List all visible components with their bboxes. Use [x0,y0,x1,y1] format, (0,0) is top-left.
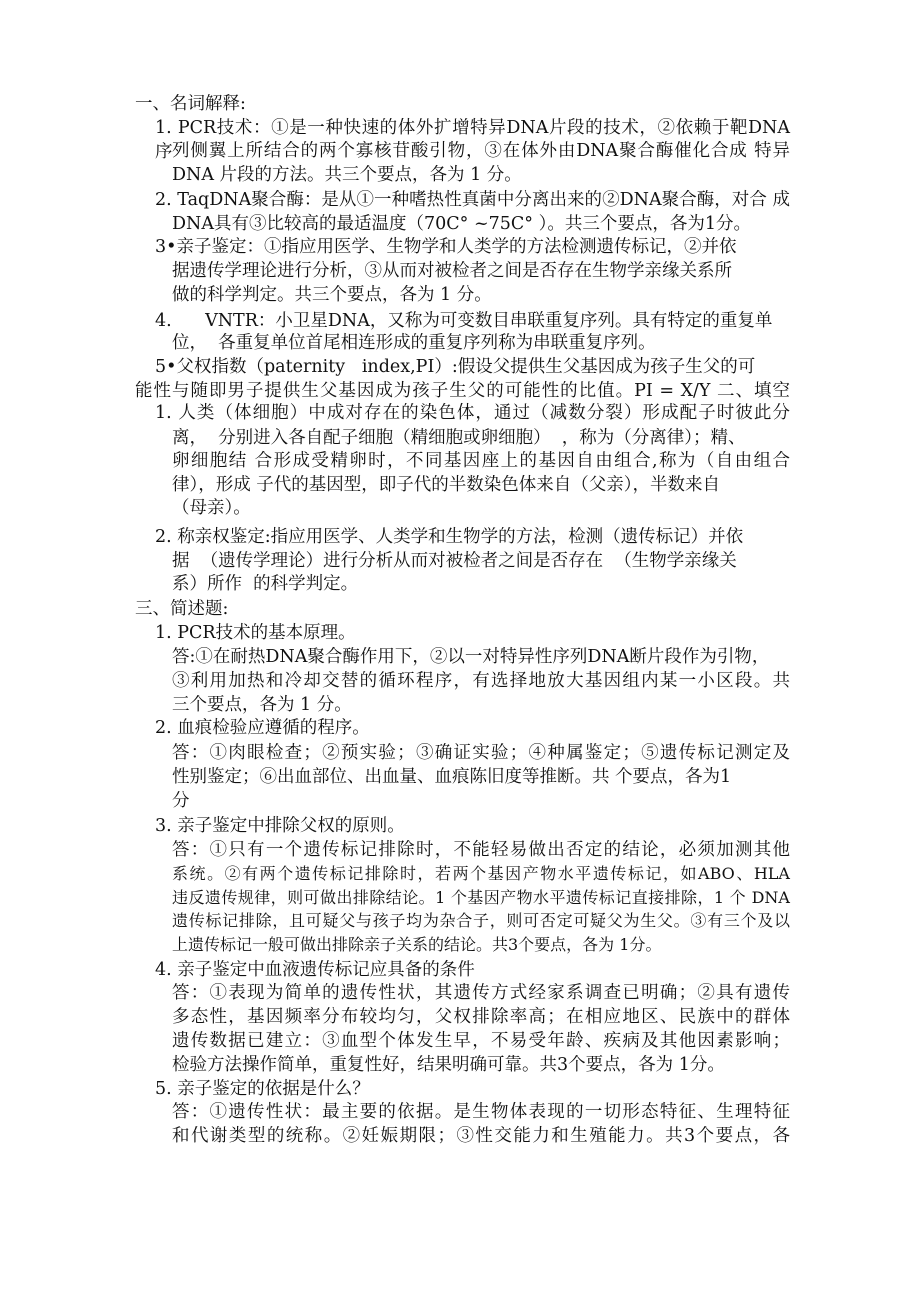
text-line: 检验方法操作简单，重复性好，结果明确可靠。共3个要点，各为 1分。 [172,1055,725,1075]
text-line: 5•父权指数（paternity index,PI）:假设父提供生父基因成为孩子生父的可 [155,357,756,377]
text-line: 答：①只有一个遗传标记排除时，不能轻易做出否定的结论，必须加测其他 [172,840,790,860]
text-line: 性别鉴定；⑥出血部位、出血量、血痕陈旧度等推断。共 个要点，各为1 [172,767,732,787]
text-line: 能性与随即男子提供生父基因成为孩子生父的可能性的比值。PI = X/Y 二、填空 [135,381,790,401]
text-line: 答：①遗传性状：最主要的依据。是生物体表现的一切形态特征、生理特征 [172,1102,790,1122]
text-line: 遗传数据已建立：③血型个体发生早，不易受年龄、疾病及其他因素影响； [172,1031,790,1051]
text-line: DNA具有③比较高的最适温度（70C° ~75C° ）。共三个要点，各为1分。 [172,214,751,234]
text-line: 多态性，基因频率分布较均匀，父权排除率高；在相应地区、民族中的群体 [172,1007,790,1027]
text-line: DNA 片段的方法。共三个要点，各为 1 分。 [172,165,522,185]
text-line: 离， 分别进入各自配子细胞（精细胞或卵细胞） ，称为（分离律）；精、 [172,428,746,448]
text-line: 1. 人类（体细胞）中成对存在的染色体，通过（减数分裂）形成配子时彼此分 [155,403,790,423]
text-line: 3•亲子鉴定：①指应用医学、生物学和人类学的方法检测遗传标记，②并依 [155,237,737,257]
question-title: 2. 血痕检验应遵循的程序。 [155,718,370,738]
text-line: 据遗传学理论进行分析，③从而对被检者之间是否存在生物学亲缘关系所 [172,261,732,281]
text-line: 2. TaqDNA聚合酶：是从①一种嗜热性真菌中分离出来的②DNA聚合酶，对合 成 [155,190,790,210]
text-line: 上遗传标记一般可做出排除亲子关系的结论。共3个要点，各为 1分。 [172,935,662,954]
text-line: 卵细胞结 合形成受精卵时，不同基因座上的基因自由组合,称为（自由组合 [172,451,790,471]
text-line: 2. 称亲权鉴定:指应用医学、人类学和生物学的方法，检测（遗传标记）并依 [155,527,744,547]
question-title: 5. 亲子鉴定的依据是什么？ [155,1079,370,1099]
text-line: 列侧翼上所结合的两个寡核苷酸引物，③在体外由DNA聚合酶催化合成 特异 [172,141,790,161]
question-title: 3. 亲子鉴定中排除父权的原则。 [155,816,405,836]
text-line: 律），形成 子代的基因型，即子代的半数染色体来自（父亲），半数来自 [172,475,721,495]
text-line: 答:①在耐热DNA聚合酶作用下，②以一对特异性序列DNA断片段作为引物， [172,647,770,667]
text-line: 答：①表现为简单的遗传性状，其遗传方式经家系调查已明确；②具有遗传 [172,983,790,1003]
text-line: 分 [172,791,190,811]
section-heading: 三、简述题: [135,599,229,619]
text-line: 答：①肉眼检查；②预实验；③确证实验；④种属鉴定；⑤遗传标记测定及 [172,743,790,763]
text-line: 1. PCR技术：①是一种快速的体外扩增特异DNA片段的技术，②依赖于靶DNA 序 [155,118,790,162]
question-title: 4. 亲子鉴定中血液遗传标记应具备的条件 [155,960,475,980]
text-line: 和代谢类型的统称。②妊娠期限；③性交能力和生殖能力。共3个要点，各 [172,1126,790,1146]
question-title: 1. PCR技术的基本原理。 [155,623,356,643]
text-line: 遗传标记排除，且可疑父与孩子均为杂合子，则可否定可疑父为生父。③有三个及以 [172,911,790,930]
text-line: 三个要点，各为 1 分。 [172,695,352,715]
text-line: 系统。②有两个遗传标记排除时，若两个基因产物水平遗传标记，如ABO、HLA [172,864,790,883]
text-line: 位， 各重复单位首尾相连形成的重复序列称为串联重复序列。 [172,333,656,353]
text-line: 做的科学判定。共三个要点，各为 1 分。 [172,285,492,305]
text-line: 据 （遗传学理论）进行分析从而对被检者之间是否存在 （生物学亲缘关 [172,551,737,571]
text-line: ③利用加热和冷却交替的循环程序，有选择地放大基因组内某一小区段。共 [172,671,790,691]
text-line: （母亲）。 [172,498,251,518]
text-line: 4. VNTR：小卫星DNA，又称为可变数目串联重复序列。具有特定的重复单 [155,311,773,331]
text-line: 违反遗传规律，则可做出排除结论。1 个基因产物水平遗传标记直接排除，1 个 DNA [172,888,790,907]
text-line: 系）所作 的科学判定。 [172,574,359,594]
section-heading: 一、名词解释: [135,94,246,114]
